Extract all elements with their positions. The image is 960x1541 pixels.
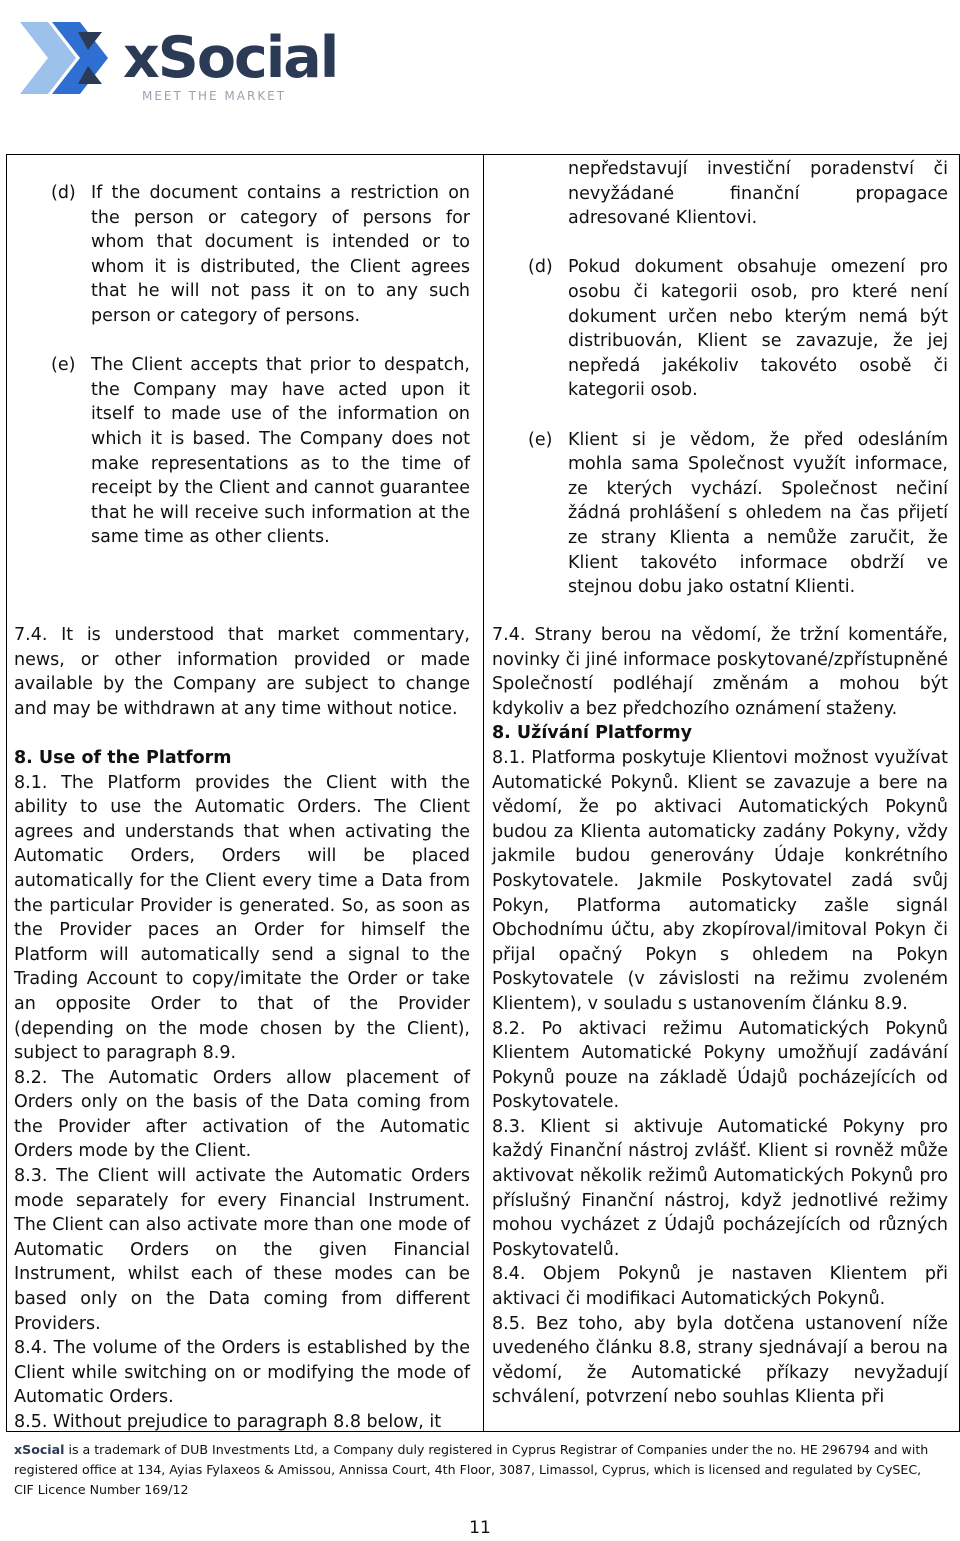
- left-column: [14, 181, 470, 550]
- clause-continuation-cz: nepředstavují investiční poradenství či nevyžádané finanční propagace adresované Klientovi.: [568, 159, 948, 229]
- legal-footer: [14, 1440, 944, 1500]
- left-column-main: [14, 623, 470, 1435]
- page-number: 11: [469, 1518, 491, 1538]
- clause-e-en: [51, 353, 470, 550]
- paragraph-8-5-cz: 8.5. Bez toho, aby byla dotčena ustanovení níže uvedeného článku 8.8, strany sjednávají a berou na vědomí, že Automatické příkazy nevyžadují schválení, potvrzení nebo souhlas Klienta při: [492, 1313, 948, 1408]
- paragraph-7-4-cz: 7.4. Strany berou na vědomí, že tržní komentáře, novinky či jiné informace poskytované/zpřístupněné Společností podléhají změnám a mohou být kdykoliv a bez předchozího oznámení staženy.: [492, 625, 948, 719]
- brand-tagline: MEET THE MARKET: [142, 89, 287, 103]
- section-heading-8-cz: 8. Užívání Platformy: [492, 723, 692, 744]
- paragraph-8-5-en: 8.5. Without prejudice to paragraph 8.8 below, it: [14, 1412, 442, 1432]
- clause-e-cz: [528, 428, 948, 600]
- clause-d-en: [51, 181, 470, 329]
- paragraph-8-3-cz: 8.3. Klient si aktivuje Automatické Pokyny pro každý Finanční nástroj zvlášť. Klient si rovněž může aktivovat několik režimů Automatických Pokynů pro příslušný Finanční nástroj, když jednotlivé režimy mohou vycházet z Údajů pocházejících od různých Poskytovatelů.: [492, 1116, 948, 1260]
- clause-label: (e): [51, 355, 76, 376]
- clause-label: (e): [528, 429, 553, 450]
- right-column-main: [492, 623, 948, 1410]
- paragraph-8-2-cz: 8.2. Po aktivaci režimu Automatických Pokynů Klientem Automatické Pokyny umožňují zadávání Pokynů pouze na základě Údajů pocházejících od Poskytovatele.: [492, 1018, 948, 1113]
- clause-text: The Client accepts that prior to despatch, the Company may have acted upon it itself to made use of the information on which it is based. The Company does not make representations as to the time of receipt by the Client and cannot guarantee that he will receive such information at the same time as other clients.: [91, 355, 470, 548]
- section-heading-8-en: 8. Use of the Platform: [14, 747, 232, 768]
- paragraph-8-1-en: 8.1. The Platform provides the Client with the ability to use the Automatic Orders. The Client agrees and understands that when activating the Automatic Orders, Orders will be placed automatically for the Client every time a Data from the particular Provider is generated. So, as soon as the Provider paces an Order for himself the Platform will automatically send a signal to the Trading Account to copy/imitate the Order or take an opposite Order to that of the Provider (depending on the mode chosen by the Client), subject to paragraph 8.9.: [14, 772, 470, 1064]
- clause-label: (d): [51, 183, 76, 203]
- paragraph-7-4-en: 7.4. It is understood that market commentary, news, or other information provided or made available by the Company are subject to change and may be withdrawn at any time without notice.: [14, 625, 470, 719]
- footer-text: is a trademark of DUB Investments Ltd, a Company duly registered in Cyprus Registrar of Companies under the no. HE 296794 and with registered office at 134, Ayias Fylaxeos & Amissou, Annissa Court, 4th Floor, 3087, Limassol, Cyprus, which is licensed and regulated by CySEC, CIF Licence Number 169/12: [14, 1442, 929, 1497]
- footer-brand: xSocial: [14, 1442, 65, 1457]
- brand-name: xSocial: [123, 25, 338, 91]
- paragraph-8-3-en: 8.3. The Client will activate the Automatic Orders mode separately for every Financial Instrument. The Client can also activate more than one mode of Automatic Orders on the given Financial Instrument, whilst each of these modes can be based only on the Data coming from different Providers.: [14, 1166, 470, 1334]
- column-divider: [483, 154, 484, 1432]
- brand-logo: [18, 18, 358, 103]
- paragraph-8-4-cz: 8.4. Objem Pokynů je nastaven Klientem při aktivaci či modifikaci Automatických Pokynů.: [492, 1264, 948, 1310]
- clause-text: Klient si je vědom, že před odesláním mohla sama Společnost využít informace, ze kterých vychází. Společnost nečiní žádná prohlášení s ohledem na čas přijetí ze strany Klienta a nemůže zaručit, že Klient takovéto informace obdrží ve stejnou dobu jako ostatní Klienti.: [568, 429, 948, 598]
- paragraph-8-4-en: 8.4. The volume of the Orders is established by the Client while switching on or modifying the mode of Automatic Orders.: [14, 1338, 470, 1408]
- clause-text: Pokud dokument obsahuje omezení pro osobu či kategorii osob, pro které není dokument určen nebo kterým nemá být distribuován, Klient se zavazuje, že jej nepředá jakékoliv takovéto osobě či kategorii osob.: [568, 257, 948, 401]
- clause-d-cz: [528, 255, 948, 403]
- paragraph-8-2-en: 8.2. The Automatic Orders allow placement of Orders only on the basis of the Data coming from the Provider after activation of the Automatic Orders mode by the Client.: [14, 1067, 470, 1162]
- clause-label: (d): [528, 257, 553, 278]
- xsocial-mark-icon: [18, 18, 128, 98]
- paragraph-8-1-cz: 8.1. Platforma poskytuje Klientovi možnost využívat Automatické Pokynů. Klient se zavazuje a bere na vědomí, že po aktivaci Automatických Pokynů budou za Klienta automaticky zadány Pokyny, vždy jakmile budou generovány Údaje konkrétního Poskytovatele. Jakmile Poskytovatel zadá svůj Pokyn, Platforma automaticky zašle signál Obchodnímu účtu, aby zkopíroval/imitoval Pokyn či přijal opačný Pokyn s ohledem na Pokyn Poskytovatele (v závislosti na režimu zvoleném Klientem), v souladu s ustanovením článku 8.9.: [492, 747, 948, 1014]
- clause-text: If the document contains a restriction on the person or category of persons for whom that document is intended or to whom it is distributed, the Client agrees that he will not pass it on to any such person or category of persons.: [91, 183, 470, 326]
- right-column: [492, 157, 948, 600]
